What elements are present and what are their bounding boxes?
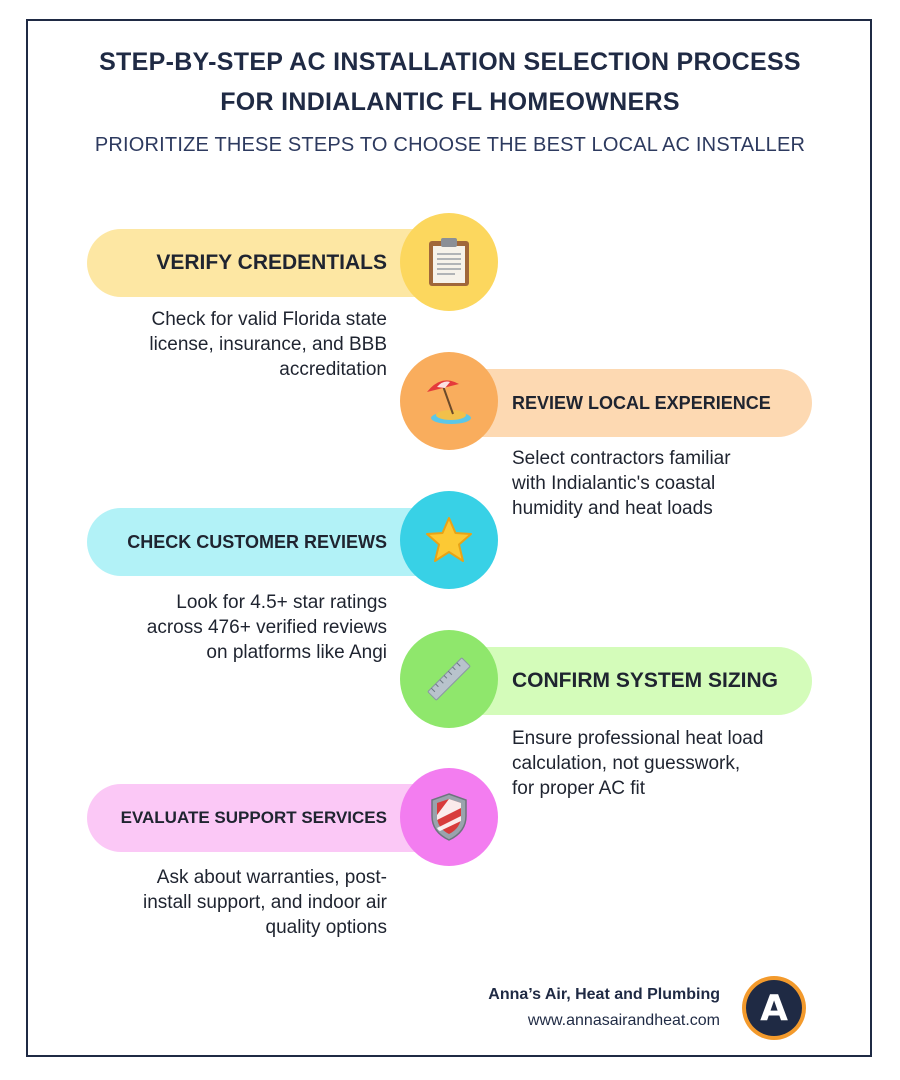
- step-2-description: Select contractors familiar with Indialantic's coastal humidity and heat loads: [512, 448, 731, 519]
- step-2-label: REVIEW LOCAL EXPERIENCE: [512, 392, 771, 413]
- step-1-description: Check for valid Florida state license, insurance, and BBB accreditation: [149, 309, 387, 380]
- step-4-label: CONFIRM SYSTEM SIZING: [512, 669, 779, 692]
- step-5-description: Ask about warranties, post- install support, and indoor air quality options: [143, 867, 387, 938]
- shield-icon: [429, 792, 469, 842]
- step-4-description: Ensure professional heat load calculation, not guesswork, for proper AC fit: [512, 728, 764, 799]
- step-5-icon-circle: [400, 768, 498, 866]
- logo-letter: A: [746, 980, 802, 1036]
- company-name: Anna’s Air, Heat and Plumbing: [488, 986, 720, 1003]
- step-3-icon-circle: [400, 491, 498, 589]
- step-1-icon-circle: [400, 213, 498, 311]
- subtitle: PRIORITIZE THESE STEPS TO CHOOSE THE BEST LOCAL AC INSTALLER: [94, 134, 806, 156]
- step-1-label: VERIFY CREDENTIALS: [156, 251, 387, 274]
- company-url[interactable]: www.annasairandheat.com: [527, 1012, 720, 1029]
- step-4-icon-circle: [400, 630, 498, 728]
- ruler-icon: [423, 653, 475, 705]
- step-5-label: EVALUATE SUPPORT SERVICES: [120, 808, 387, 827]
- step-3-description: Look for 4.5+ star ratings across 476+ verified reviews on platforms like Angi: [146, 592, 387, 663]
- star-icon: [424, 515, 474, 565]
- company-logo: [742, 976, 806, 1040]
- beach-umbrella-icon: [423, 376, 475, 426]
- title-line-1: STEP-BY-STEP AC INSTALLATION SELECTION PROCESS: [99, 48, 801, 76]
- clipboard-icon: [425, 236, 473, 288]
- title-line-2: FOR INDIALANTIC FL HOMEOWNERS: [220, 88, 680, 116]
- step-2-icon-circle: [400, 352, 498, 450]
- step-3-label: CHECK CUSTOMER REVIEWS: [127, 531, 387, 552]
